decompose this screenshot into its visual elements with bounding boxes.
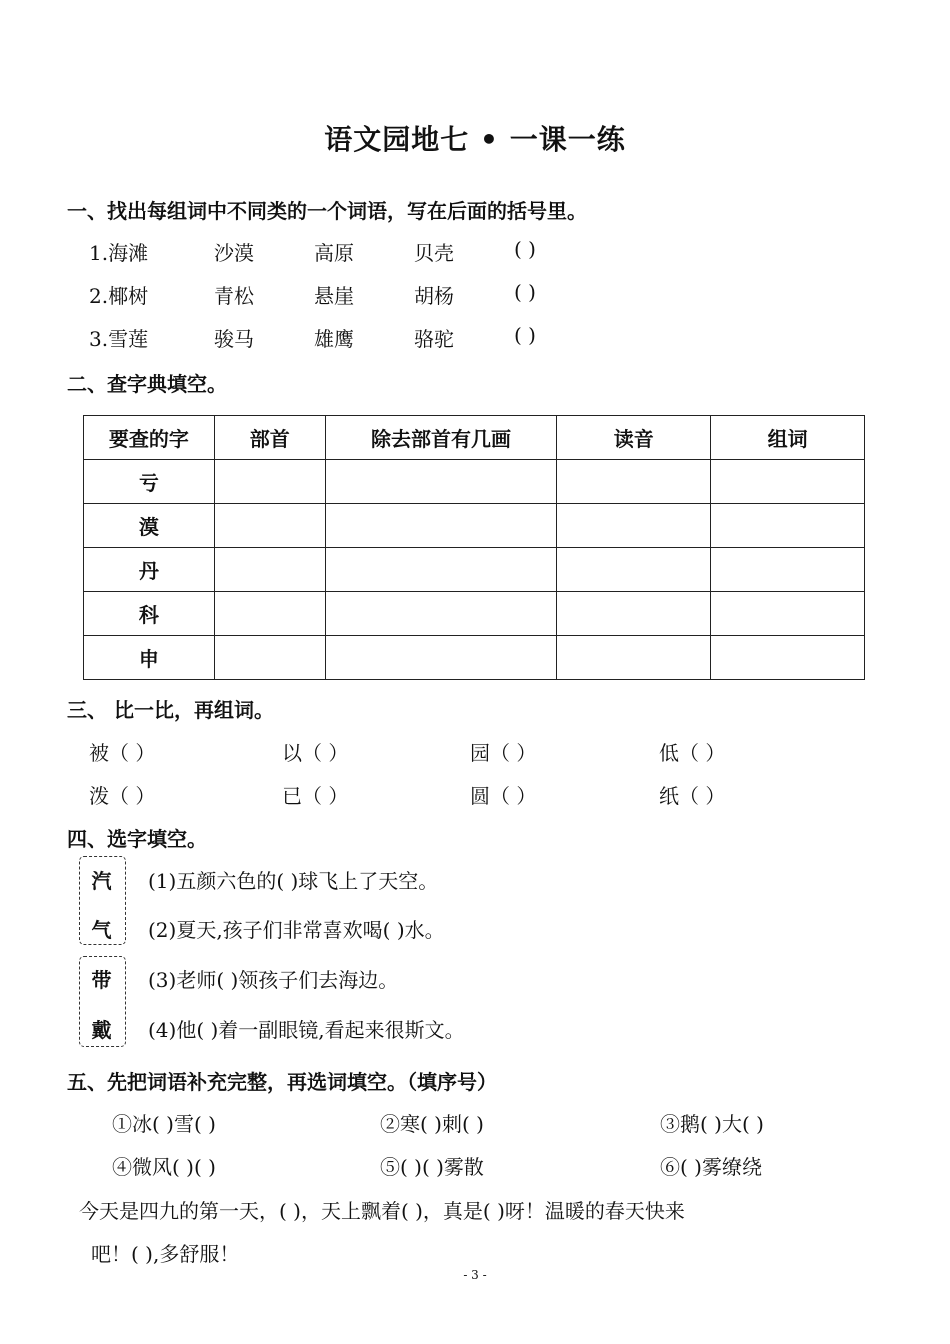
blank-cell[interactable] [214, 460, 325, 504]
section5-heading: 五、先把词语补充完整，再选词填空。（填序号） [67, 1070, 497, 1094]
compare-item[interactable]: 泼（ ） [89, 784, 156, 808]
table-row [84, 548, 865, 592]
idiom-item[interactable]: ①冰( )雪( ) [112, 1112, 216, 1136]
blank-cell[interactable] [214, 504, 325, 548]
column-header: 部首 [214, 416, 325, 460]
blank-cell[interactable] [214, 592, 325, 636]
compare-item[interactable]: 低（ ） [659, 741, 726, 765]
idiom-item[interactable]: ②寒( )刺( ) [380, 1112, 484, 1136]
column-header: 读音 [557, 416, 711, 460]
compare-item[interactable]: 已（ ） [282, 784, 349, 808]
word: 骆驼 [414, 327, 454, 351]
blank-cell[interactable] [325, 636, 557, 680]
lookup-char: 亏 [84, 460, 215, 504]
word: 沙漠 [214, 241, 254, 265]
word: 2.椰树 [89, 284, 149, 308]
word: 贝壳 [414, 241, 454, 265]
word: 悬崖 [314, 284, 354, 308]
blank-cell[interactable] [711, 636, 865, 680]
blank-cell[interactable] [557, 548, 711, 592]
fill-sentence[interactable]: (3)老师( )领孩子们去海边。 [148, 968, 399, 992]
word: 胡杨 [414, 284, 454, 308]
compare-item[interactable]: 圆（ ） [470, 784, 537, 808]
word: 3.雪莲 [89, 327, 149, 351]
table-row [84, 592, 865, 636]
blank-cell[interactable] [214, 548, 325, 592]
column-header: 组词 [711, 416, 865, 460]
lookup-char: 申 [84, 636, 215, 680]
idiom-item[interactable]: ③鹅( )大( ) [660, 1112, 764, 1136]
section2-heading: 二、查字典填空。 [67, 372, 227, 396]
word: 骏马 [214, 327, 254, 351]
blank-cell[interactable] [557, 504, 711, 548]
fill-sentence[interactable]: (4)他( )着一副眼镜,看起来很斯文。 [148, 1018, 465, 1042]
fill-sentence[interactable]: (2)夏天,孩子们非常喜欢喝( )水。 [148, 918, 445, 942]
column-header: 要查的字 [84, 416, 215, 460]
lookup-char: 科 [84, 592, 215, 636]
dictionary-table [83, 415, 865, 680]
page-number: - 3 - [463, 1268, 487, 1282]
choice-char: 气 [91, 918, 112, 942]
blank-cell[interactable] [325, 460, 557, 504]
answer-bracket[interactable]: ( ) [514, 323, 536, 347]
table-row [84, 504, 865, 548]
section4-heading: 四、选字填空。 [67, 827, 207, 851]
word: 雄鹰 [314, 327, 354, 351]
section3-heading: 三、 比一比，再组词。 [67, 698, 274, 722]
table-row [84, 636, 865, 680]
answer-bracket[interactable]: ( ) [514, 280, 536, 304]
blank-cell[interactable] [557, 460, 711, 504]
passage-line[interactable]: 吧！( ),多舒服！ [91, 1242, 240, 1266]
idiom-item[interactable]: ④微风( )( ) [112, 1155, 216, 1179]
lookup-char: 漠 [84, 504, 215, 548]
word: 青松 [214, 284, 254, 308]
compare-item[interactable]: 园（ ） [470, 741, 537, 765]
word: 1.海滩 [89, 241, 149, 265]
table-row [84, 460, 865, 504]
passage-line[interactable]: 今天是四九的第一天，( )，天上飘着( )，真是( )呀！温暖的春天快来 [79, 1199, 685, 1223]
blank-cell[interactable] [711, 548, 865, 592]
blank-cell[interactable] [214, 636, 325, 680]
idiom-item[interactable]: ⑤( )( )雾散 [380, 1155, 484, 1179]
choice-char: 带 [91, 968, 112, 992]
word: 高原 [314, 241, 354, 265]
blank-cell[interactable] [711, 504, 865, 548]
blank-cell[interactable] [557, 636, 711, 680]
idiom-item[interactable]: ⑥( )雾缭绕 [660, 1155, 762, 1179]
column-header: 除去部首有几画 [325, 416, 557, 460]
blank-cell[interactable] [325, 504, 557, 548]
blank-cell[interactable] [711, 592, 865, 636]
choice-char: 汽 [91, 869, 112, 893]
compare-item[interactable]: 纸（ ） [659, 784, 726, 808]
table-header-row [84, 416, 865, 460]
page-title: 语文园地七 • 一课一练 [324, 123, 626, 156]
compare-item[interactable]: 被（ ） [89, 741, 156, 765]
choice-char: 戴 [91, 1018, 112, 1042]
blank-cell[interactable] [557, 592, 711, 636]
fill-sentence[interactable]: (1)五颜六色的( )球飞上了天空。 [148, 869, 439, 893]
blank-cell[interactable] [711, 460, 865, 504]
answer-bracket[interactable]: ( ) [514, 237, 536, 261]
lookup-char: 丹 [84, 548, 215, 592]
blank-cell[interactable] [325, 592, 557, 636]
section1-heading: 一、找出每组词中不同类的一个词语，写在后面的括号里。 [67, 199, 587, 223]
blank-cell[interactable] [325, 548, 557, 592]
compare-item[interactable]: 以（ ） [282, 741, 349, 765]
